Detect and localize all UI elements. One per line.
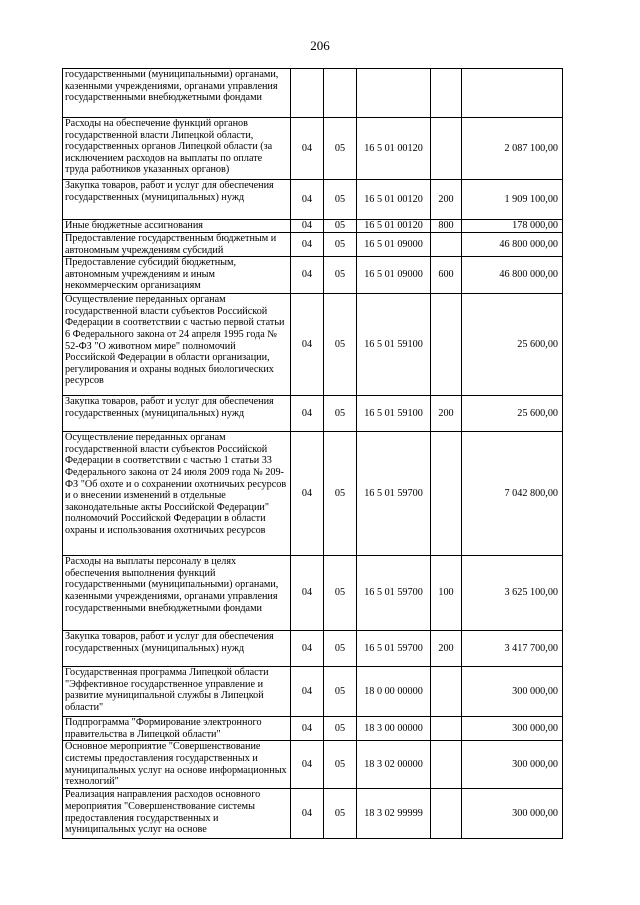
table-row (63, 396, 563, 432)
table-row (63, 180, 563, 220)
cell-csr: 16 5 01 59100 (357, 294, 431, 396)
cell-rz: 04 (291, 717, 324, 741)
cell-pr: 05 (324, 789, 357, 839)
cell-sum: 2 087 100,00 (462, 118, 563, 180)
cell-name: Закупка товаров, работ и услуг для обеспечения государственных (муниципальных) нужд (63, 180, 291, 220)
table-row (63, 257, 563, 294)
cell-csr: 16 5 01 59700 (357, 432, 431, 556)
cell-csr: 16 5 01 09000 (357, 233, 431, 257)
cell-sum: 300 000,00 (462, 789, 563, 839)
cell-vr (431, 667, 462, 717)
cell-sum: 1 909 100,00 (462, 180, 563, 220)
cell-vr: 600 (431, 257, 462, 294)
cell-rz: 04 (291, 294, 324, 396)
cell-rz: 04 (291, 789, 324, 839)
cell-csr (357, 69, 431, 118)
cell-sum: 178 000,00 (462, 220, 563, 233)
cell-rz: 04 (291, 180, 324, 220)
cell-sum: 25 600,00 (462, 396, 563, 432)
table-row (63, 220, 563, 233)
cell-sum: 46 800 000,00 (462, 257, 563, 294)
cell-rz: 04 (291, 233, 324, 257)
cell-rz: 04 (291, 631, 324, 667)
cell-csr: 16 5 01 09000 (357, 257, 431, 294)
cell-rz: 04 (291, 220, 324, 233)
cell-sum: 3 417 700,00 (462, 631, 563, 667)
cell-sum (462, 69, 563, 118)
cell-rz: 04 (291, 556, 324, 631)
cell-csr: 16 5 01 00120 (357, 220, 431, 233)
table-row (63, 717, 563, 741)
cell-vr: 100 (431, 556, 462, 631)
cell-name: Основное мероприятие "Совершенствование системы предоставления государственных и муниципальных услуг на основе информационных технологий" (63, 741, 291, 789)
table-row (63, 432, 563, 556)
cell-sum: 300 000,00 (462, 717, 563, 741)
cell-sum: 7 042 800,00 (462, 432, 563, 556)
table-row (63, 69, 563, 118)
cell-name: Расходы на обеспечение функций органов государственной власти Липецкой области, государственных органов Липецкой области (за исключением расходов на выплаты по оплате труда работников указанных органов) (63, 118, 291, 180)
table-row (63, 233, 563, 257)
cell-vr (431, 741, 462, 789)
cell-csr: 18 3 00 00000 (357, 717, 431, 741)
cell-pr: 05 (324, 233, 357, 257)
cell-csr: 18 3 02 00000 (357, 741, 431, 789)
cell-pr: 05 (324, 257, 357, 294)
cell-rz: 04 (291, 396, 324, 432)
cell-sum: 25 600,00 (462, 294, 563, 396)
cell-csr: 16 5 01 59700 (357, 631, 431, 667)
cell-csr: 16 5 01 59100 (357, 396, 431, 432)
cell-csr: 18 0 00 00000 (357, 667, 431, 717)
cell-pr: 05 (324, 556, 357, 631)
cell-pr: 05 (324, 220, 357, 233)
cell-name: Осуществление переданных органам государственной власти субъектов Российской Федерации в соответствии с частью 1 статьи 33 Федерального закона от 24 июля 2009 года № 209-ФЗ "Об охоте и о сохранении охотничьих ресурсов и о внесении изменений в отдельные законодательные акты Российской Федерации" полномочий Российской Федерации в области охраны и использования охотничьих ресурсов (63, 432, 291, 556)
cell-name: Иные бюджетные ассигнования (63, 220, 291, 233)
cell-vr: 200 (431, 396, 462, 432)
cell-vr (431, 432, 462, 556)
cell-name: Расходы на выплаты персоналу в целях обеспечения выполнения функций государственными (муниципальными) органами, казенными учреждениями, органами управления государственными внебюджетными фондами (63, 556, 291, 631)
cell-sum: 46 800 000,00 (462, 233, 563, 257)
cell-sum: 300 000,00 (462, 667, 563, 717)
cell-pr: 05 (324, 667, 357, 717)
cell-vr (431, 118, 462, 180)
cell-name: Предоставление субсидий бюджетным, автономным учреждениям и иным некоммерческим организациям (63, 257, 291, 294)
table-row (63, 556, 563, 631)
cell-pr: 05 (324, 396, 357, 432)
page-number: 206 (310, 38, 330, 53)
cell-vr (431, 233, 462, 257)
table-row (63, 118, 563, 180)
table-row (63, 631, 563, 667)
cell-name: Закупка товаров, работ и услуг для обеспечения государственных (муниципальных) нужд (63, 396, 291, 432)
cell-rz: 04 (291, 118, 324, 180)
cell-rz (291, 69, 324, 118)
cell-rz: 04 (291, 741, 324, 789)
cell-name: Подпрограмма "Формирование электронного правительства в Липецкой области" (63, 717, 291, 741)
cell-csr: 16 5 01 00120 (357, 118, 431, 180)
cell-rz: 04 (291, 432, 324, 556)
cell-name: Государственная программа Липецкой области "Эффективное государственное управление и развитие муниципальной службы в Липецкой области" (63, 667, 291, 717)
cell-pr: 05 (324, 631, 357, 667)
cell-name: Реализация направления расходов основного мероприятия "Совершенствование системы предоставления государственных и муниципальных услуг на основе (63, 789, 291, 839)
cell-vr (431, 294, 462, 396)
cell-vr: 800 (431, 220, 462, 233)
cell-rz: 04 (291, 257, 324, 294)
cell-vr (431, 69, 462, 118)
cell-pr: 05 (324, 180, 357, 220)
cell-csr: 18 3 02 99999 (357, 789, 431, 839)
cell-csr: 16 5 01 59700 (357, 556, 431, 631)
table-row (63, 667, 563, 717)
cell-vr: 200 (431, 631, 462, 667)
cell-pr: 05 (324, 741, 357, 789)
cell-csr: 16 5 01 00120 (357, 180, 431, 220)
table-row (63, 789, 563, 839)
cell-pr: 05 (324, 432, 357, 556)
table-row (63, 294, 563, 396)
cell-pr: 05 (324, 717, 357, 741)
cell-vr (431, 717, 462, 741)
cell-sum: 300 000,00 (462, 741, 563, 789)
cell-vr (431, 789, 462, 839)
cell-vr: 200 (431, 180, 462, 220)
cell-name: Предоставление государственным бюджетным и автономным учреждениям субсидий (63, 233, 291, 257)
table-row (63, 741, 563, 789)
cell-name: государственными (муниципальными) органами, казенными учреждениями, органами управления государственными внебюджетными фондами (63, 69, 291, 118)
cell-pr: 05 (324, 294, 357, 396)
cell-pr (324, 69, 357, 118)
budget-table (62, 68, 563, 839)
cell-sum: 3 625 100,00 (462, 556, 563, 631)
cell-name: Осуществление переданных органам государственной власти субъектов Российской Федерации в соответствии с частью первой статьи 6 Федерального закона от 24 апреля 1995 года № 52-ФЗ "О животном мире" полномочий Российской Федерации в области организации, регулирования и охраны водных биологических ресурсов (63, 294, 291, 396)
cell-name: Закупка товаров, работ и услуг для обеспечения государственных (муниципальных) нужд (63, 631, 291, 667)
cell-pr: 05 (324, 118, 357, 180)
cell-rz: 04 (291, 667, 324, 717)
